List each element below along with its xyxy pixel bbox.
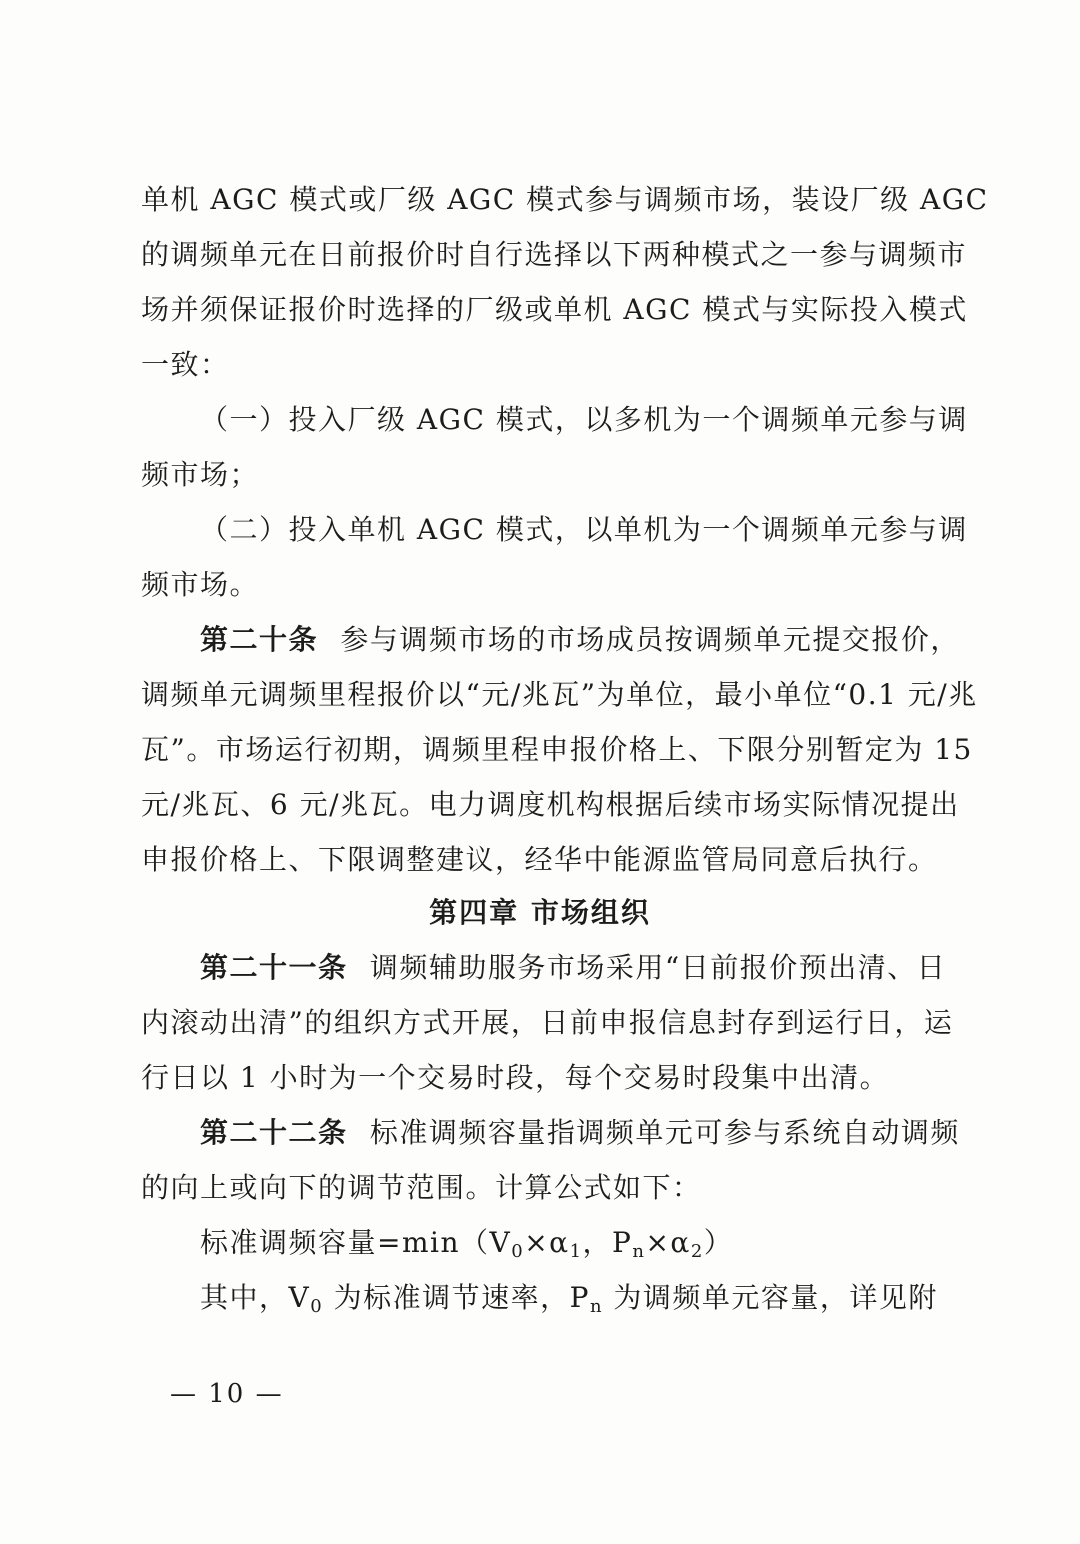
article-20-first-line — [200, 620, 960, 660]
text-line: 一致： — [141, 348, 230, 381]
list-item-line: 频市场。 — [141, 568, 260, 601]
text-line: 瓦”。市场运行初期，调频里程申报价格上、下限分别暂定为 15 — [141, 733, 973, 766]
text-line: 内滚动出清”的组织方式开展，日前申报信息封存到运行日，运 — [141, 1006, 954, 1039]
subscript: 0 — [511, 1241, 525, 1262]
list-item-line: （二）投入单机 AGC 模式，以单机为一个调频单元参与调 — [200, 513, 968, 546]
formula-text: ） — [703, 1226, 734, 1259]
chapter-heading: 第四章 市场组织 — [429, 896, 651, 929]
text-line: 行日以 1 小时为一个交易时段，每个交易时段集中出清。 — [141, 1061, 890, 1094]
text-span: 为调频单元容量，详见附 — [603, 1281, 938, 1314]
article-text: 参与调频市场的市场成员按调频单元提交报价， — [340, 623, 960, 656]
text-span: 其中，V — [200, 1281, 311, 1314]
formula-text: 标准调频容量=min（V — [200, 1226, 512, 1259]
article-heading: 第二十二条 — [200, 1116, 348, 1149]
text-line: 场并须保证报价时选择的厂级或单机 AGC 模式与实际投入模式 — [141, 293, 968, 326]
article-text: 标准调频容量指调频单元可参与系统自动调频 — [369, 1116, 960, 1149]
formula-text: ×α — [524, 1226, 570, 1259]
subscript: 0 — [310, 1296, 324, 1317]
formula-text: ，P — [582, 1226, 633, 1259]
text-line: 申报价格上、下限调整建议，经华中能源监管局同意后执行。 — [141, 843, 938, 876]
text-line: 元/兆瓦、6 元/兆瓦。电力调度机构根据后续市场实际情况提出 — [141, 788, 960, 821]
subscript: 1 — [569, 1241, 583, 1262]
text-span: 为标准调节速率，P — [323, 1281, 590, 1314]
article-22-first-line — [200, 1113, 960, 1153]
subscript: n — [632, 1241, 646, 1262]
formula-text: ×α — [645, 1226, 691, 1259]
page-number: — 10 — — [170, 1379, 284, 1409]
article-21-first-line — [200, 948, 946, 988]
where-line — [200, 1278, 946, 1318]
subscript: n — [589, 1296, 604, 1317]
article-heading: 第二十条 — [200, 623, 319, 656]
formula-line — [200, 1223, 946, 1263]
article-heading: 第二十一条 — [200, 951, 348, 984]
text-line: 调频单元调频里程报价以“元/兆瓦”为单位，最小单位“0.1 元/兆 — [141, 678, 978, 711]
text-line: 的调频单元在日前报价时自行选择以下两种模式之一参与调频市 — [141, 238, 968, 271]
subscript: 2 — [690, 1241, 704, 1262]
text-line: 的向上或向下的调节范围。计算公式如下： — [141, 1171, 702, 1204]
text-line: 单机 AGC 模式或厂级 AGC 模式参与调频市场，装设厂级 AGC — [141, 183, 989, 216]
list-item-line: （一）投入厂级 AGC 模式，以多机为一个调频单元参与调 — [200, 403, 968, 436]
list-item-line: 频市场； — [141, 458, 260, 491]
article-text: 调频辅助服务市场采用“日前报价预出清、日 — [369, 951, 947, 984]
